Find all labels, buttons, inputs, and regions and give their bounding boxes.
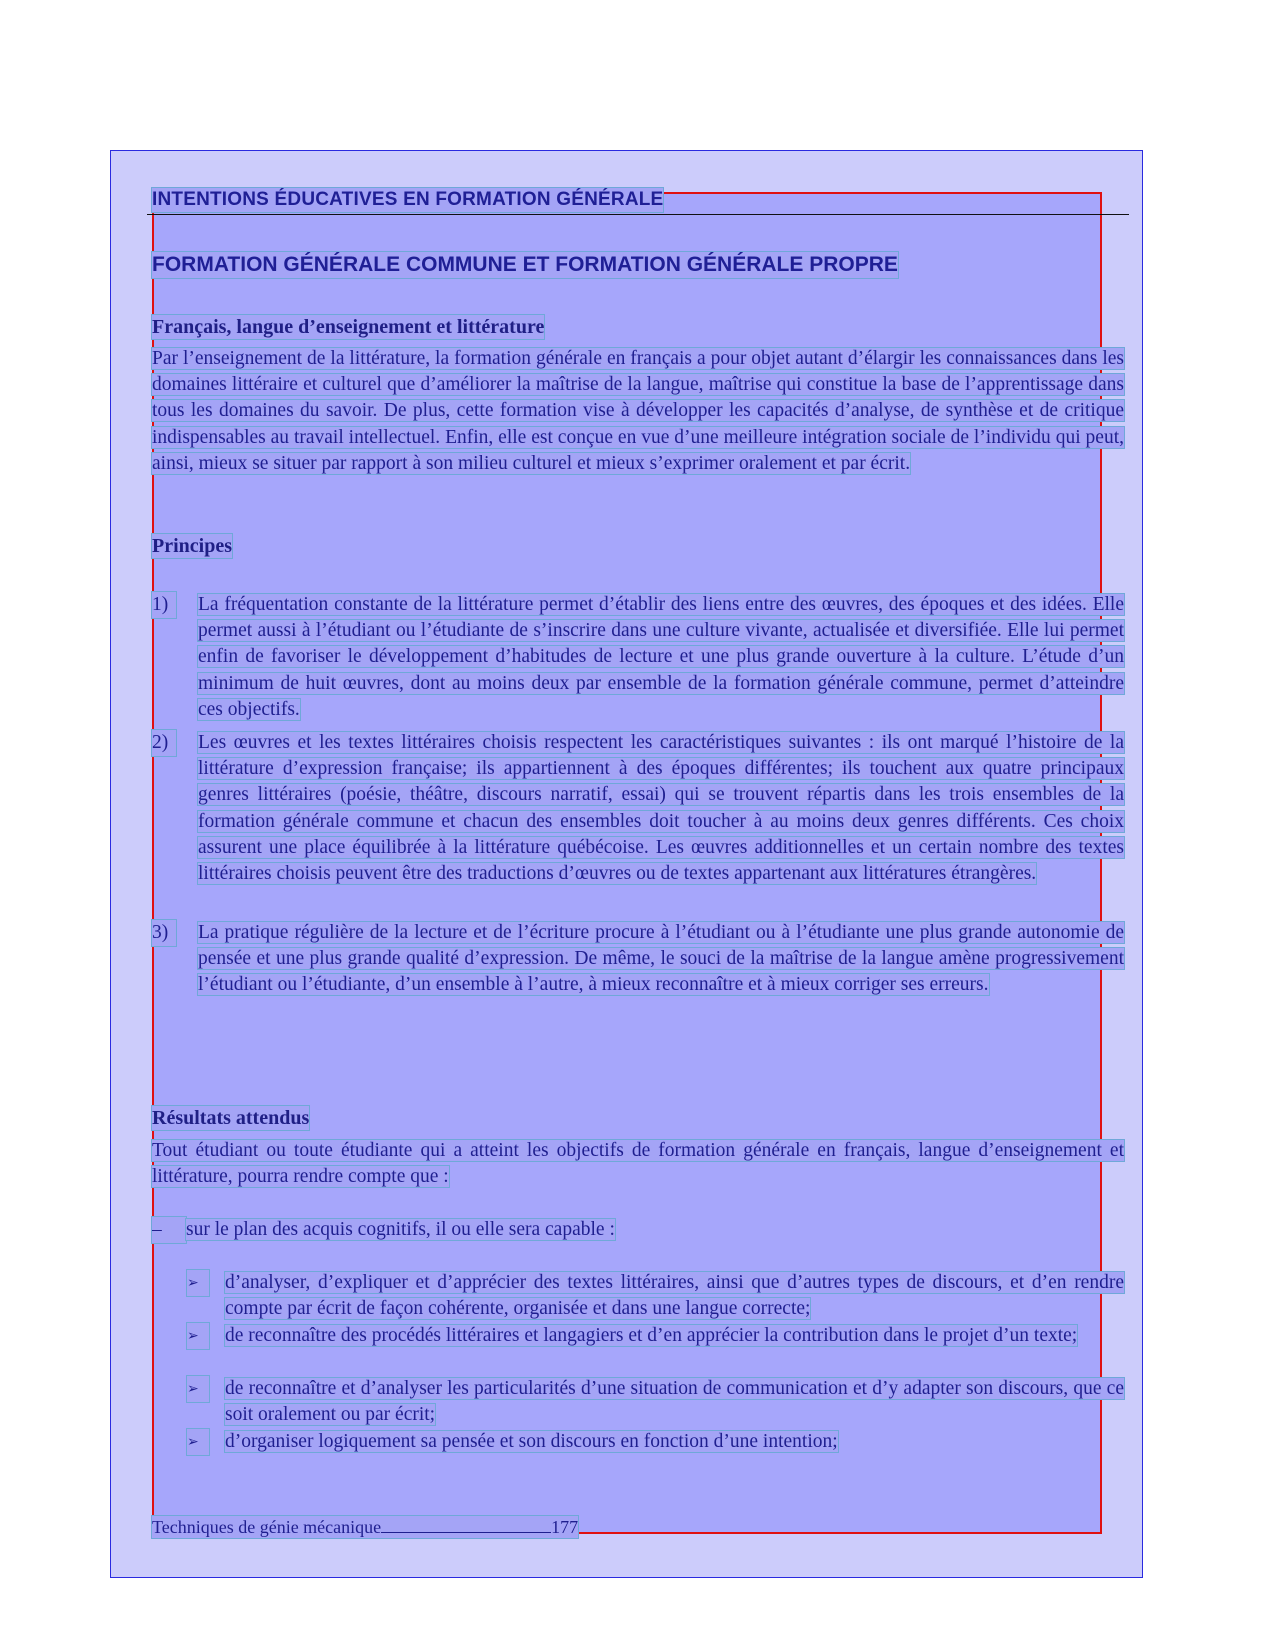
arrow-bullet-icon: ➢ bbox=[187, 1270, 209, 1296]
intro-paragraph-text: Par l’enseignement de la littérature, la formation générale en français a pour objet autant d’élargir les connaissances dans les domaines littéraire et culturel que d’améliorer la maîtrise de la langue, maîtrise qui constitue la base de l’apprentissage dans tous les domaines du savoir. De plus, cette formation vise à développer les capacités d’analyse, de synthèse et de critique indispensables au travail intellectuel. Enfin, elle est conçue en vue d’une meilleure intégration sociale de l’individu qui peut, ainsi, mieux se situer par rapport à son milieu culturel et mieux s’exprimer oralement et par écrit. bbox=[152, 348, 1124, 474]
principle-text-content: La fréquentation constante de la littérature permet d’établir des liens entre des œuvres, des époques et des idées. Elle permet aussi à l’étudiant ou l’étudiante de s’inscrire dans une culture vivante, actualisée et diversifiée. Elle lui permet enfin de favoriser le développement d’habitudes de lecture et une plus grande ouverture à la culture. L’étude d’un minimum de huit œuvres, dont au moins deux par ensemble de la formation générale commune, permet d’atteindre ces objectifs. bbox=[198, 594, 1124, 720]
principle-item bbox=[152, 920, 1124, 999]
intro-paragraph bbox=[152, 346, 1124, 477]
bullet-text bbox=[225, 1323, 1124, 1349]
principle-item bbox=[152, 592, 1124, 723]
bullet-text-content: de reconnaître des procédés littéraires et langagiers et d’en apprécier la contribution dans le projet d’un texte; bbox=[225, 1325, 1078, 1346]
arrow-bullet-icon: ➢ bbox=[187, 1376, 209, 1402]
result-bullet bbox=[187, 1429, 1124, 1455]
bullet-text-content: de reconnaître et d’analyser les particularités d’une situation de communication et d’y adapter son discours, que ce soit oralement ou par écrit; bbox=[225, 1378, 1124, 1426]
result-bullet bbox=[187, 1270, 1124, 1322]
bullet-text bbox=[225, 1429, 1124, 1455]
principle-item bbox=[152, 730, 1124, 887]
bullet-text bbox=[225, 1270, 1124, 1322]
footer-leader-line bbox=[381, 1518, 551, 1533]
result-bullet bbox=[187, 1376, 1124, 1428]
results-intro-text: Tout étudiant ou toute étudiante qui a atteint les objectifs de formation générale en français, langue d’enseignement et littérature, pourra rendre compte que : bbox=[152, 1140, 1124, 1188]
footer-page-number: 177 bbox=[551, 1517, 579, 1537]
principle-number: 2) bbox=[152, 730, 176, 756]
arrow-bullet-icon: ➢ bbox=[187, 1429, 209, 1455]
page-footer bbox=[152, 1516, 578, 1538]
dash-marker: – bbox=[152, 1217, 186, 1243]
principle-text bbox=[198, 730, 1124, 887]
dash-item-text: sur le plan des acquis cognitifs, il ou elle sera capable : bbox=[186, 1219, 615, 1240]
bullet-text-content: d’organiser logiquement sa pensée et son discours en fonction d’une intention; bbox=[225, 1431, 838, 1452]
result-bullet bbox=[187, 1323, 1124, 1349]
section-title: FORMATION GÉNÉRALE COMMUNE ET FORMATION GÉNÉRALE PROPRE bbox=[152, 253, 898, 276]
principle-number: 1) bbox=[152, 592, 176, 618]
bullet-text bbox=[225, 1376, 1124, 1428]
intro-heading: Français, langue d’enseignement et littérature bbox=[152, 316, 545, 338]
principle-text bbox=[198, 920, 1124, 999]
principle-text-content: La pratique régulière de la lecture et de l’écriture procure à l’étudiant ou à l’étudiante une plus grande autonomie de pensée et une plus grande qualité d’expression. De même, le souci de la maîtrise de la langue amène progressivement l’étudiant ou l’étudiante, d’un ensemble à l’autre, à mieux reconnaître et à mieux corriger ses erreurs. bbox=[198, 922, 1124, 996]
results-heading: Résultats attendus bbox=[152, 1107, 310, 1129]
bullet-text-content: d’analyser, d’expliquer et d’apprécier des textes littéraires, ainsi que d’autres types de discours, et d’en rendre compte par écrit de façon cohérente, organisée et dans une langue correcte; bbox=[225, 1272, 1124, 1320]
header-rule bbox=[147, 214, 1129, 215]
footer-program: Techniques de génie mécanique bbox=[152, 1517, 382, 1537]
header-title: INTENTIONS ÉDUCATIVES EN FORMATION GÉNÉRALE bbox=[152, 189, 664, 210]
principle-text bbox=[198, 592, 1124, 723]
dash-item bbox=[152, 1217, 615, 1243]
arrow-bullet-icon: ➢ bbox=[187, 1323, 209, 1349]
principle-number: 3) bbox=[152, 920, 176, 946]
principles-heading: Principes bbox=[152, 535, 232, 557]
results-intro bbox=[152, 1138, 1124, 1190]
principle-text-content: Les œuvres et les textes littéraires choisis respectent les caractéristiques suivantes : ils ont marqué l’histoire de la littérature d’expression française; ils appartiennent à des époques différentes; ils touchent aux quatre principaux genres littéraires (poésie, théâtre, discours narratif, essai) qui se trouvent répartis dans les trois ensembles de la formation générale commune et chacun des ensembles doit toucher à au moins deux genres différents. Ces choix assurent une place équilibrée à la littérature québécoise. Les œuvres additionnelles et un certain nombre des textes littéraires choisis peuvent être des traductions d’œuvres ou de textes appartenant aux littératures étrangères. bbox=[198, 732, 1124, 885]
